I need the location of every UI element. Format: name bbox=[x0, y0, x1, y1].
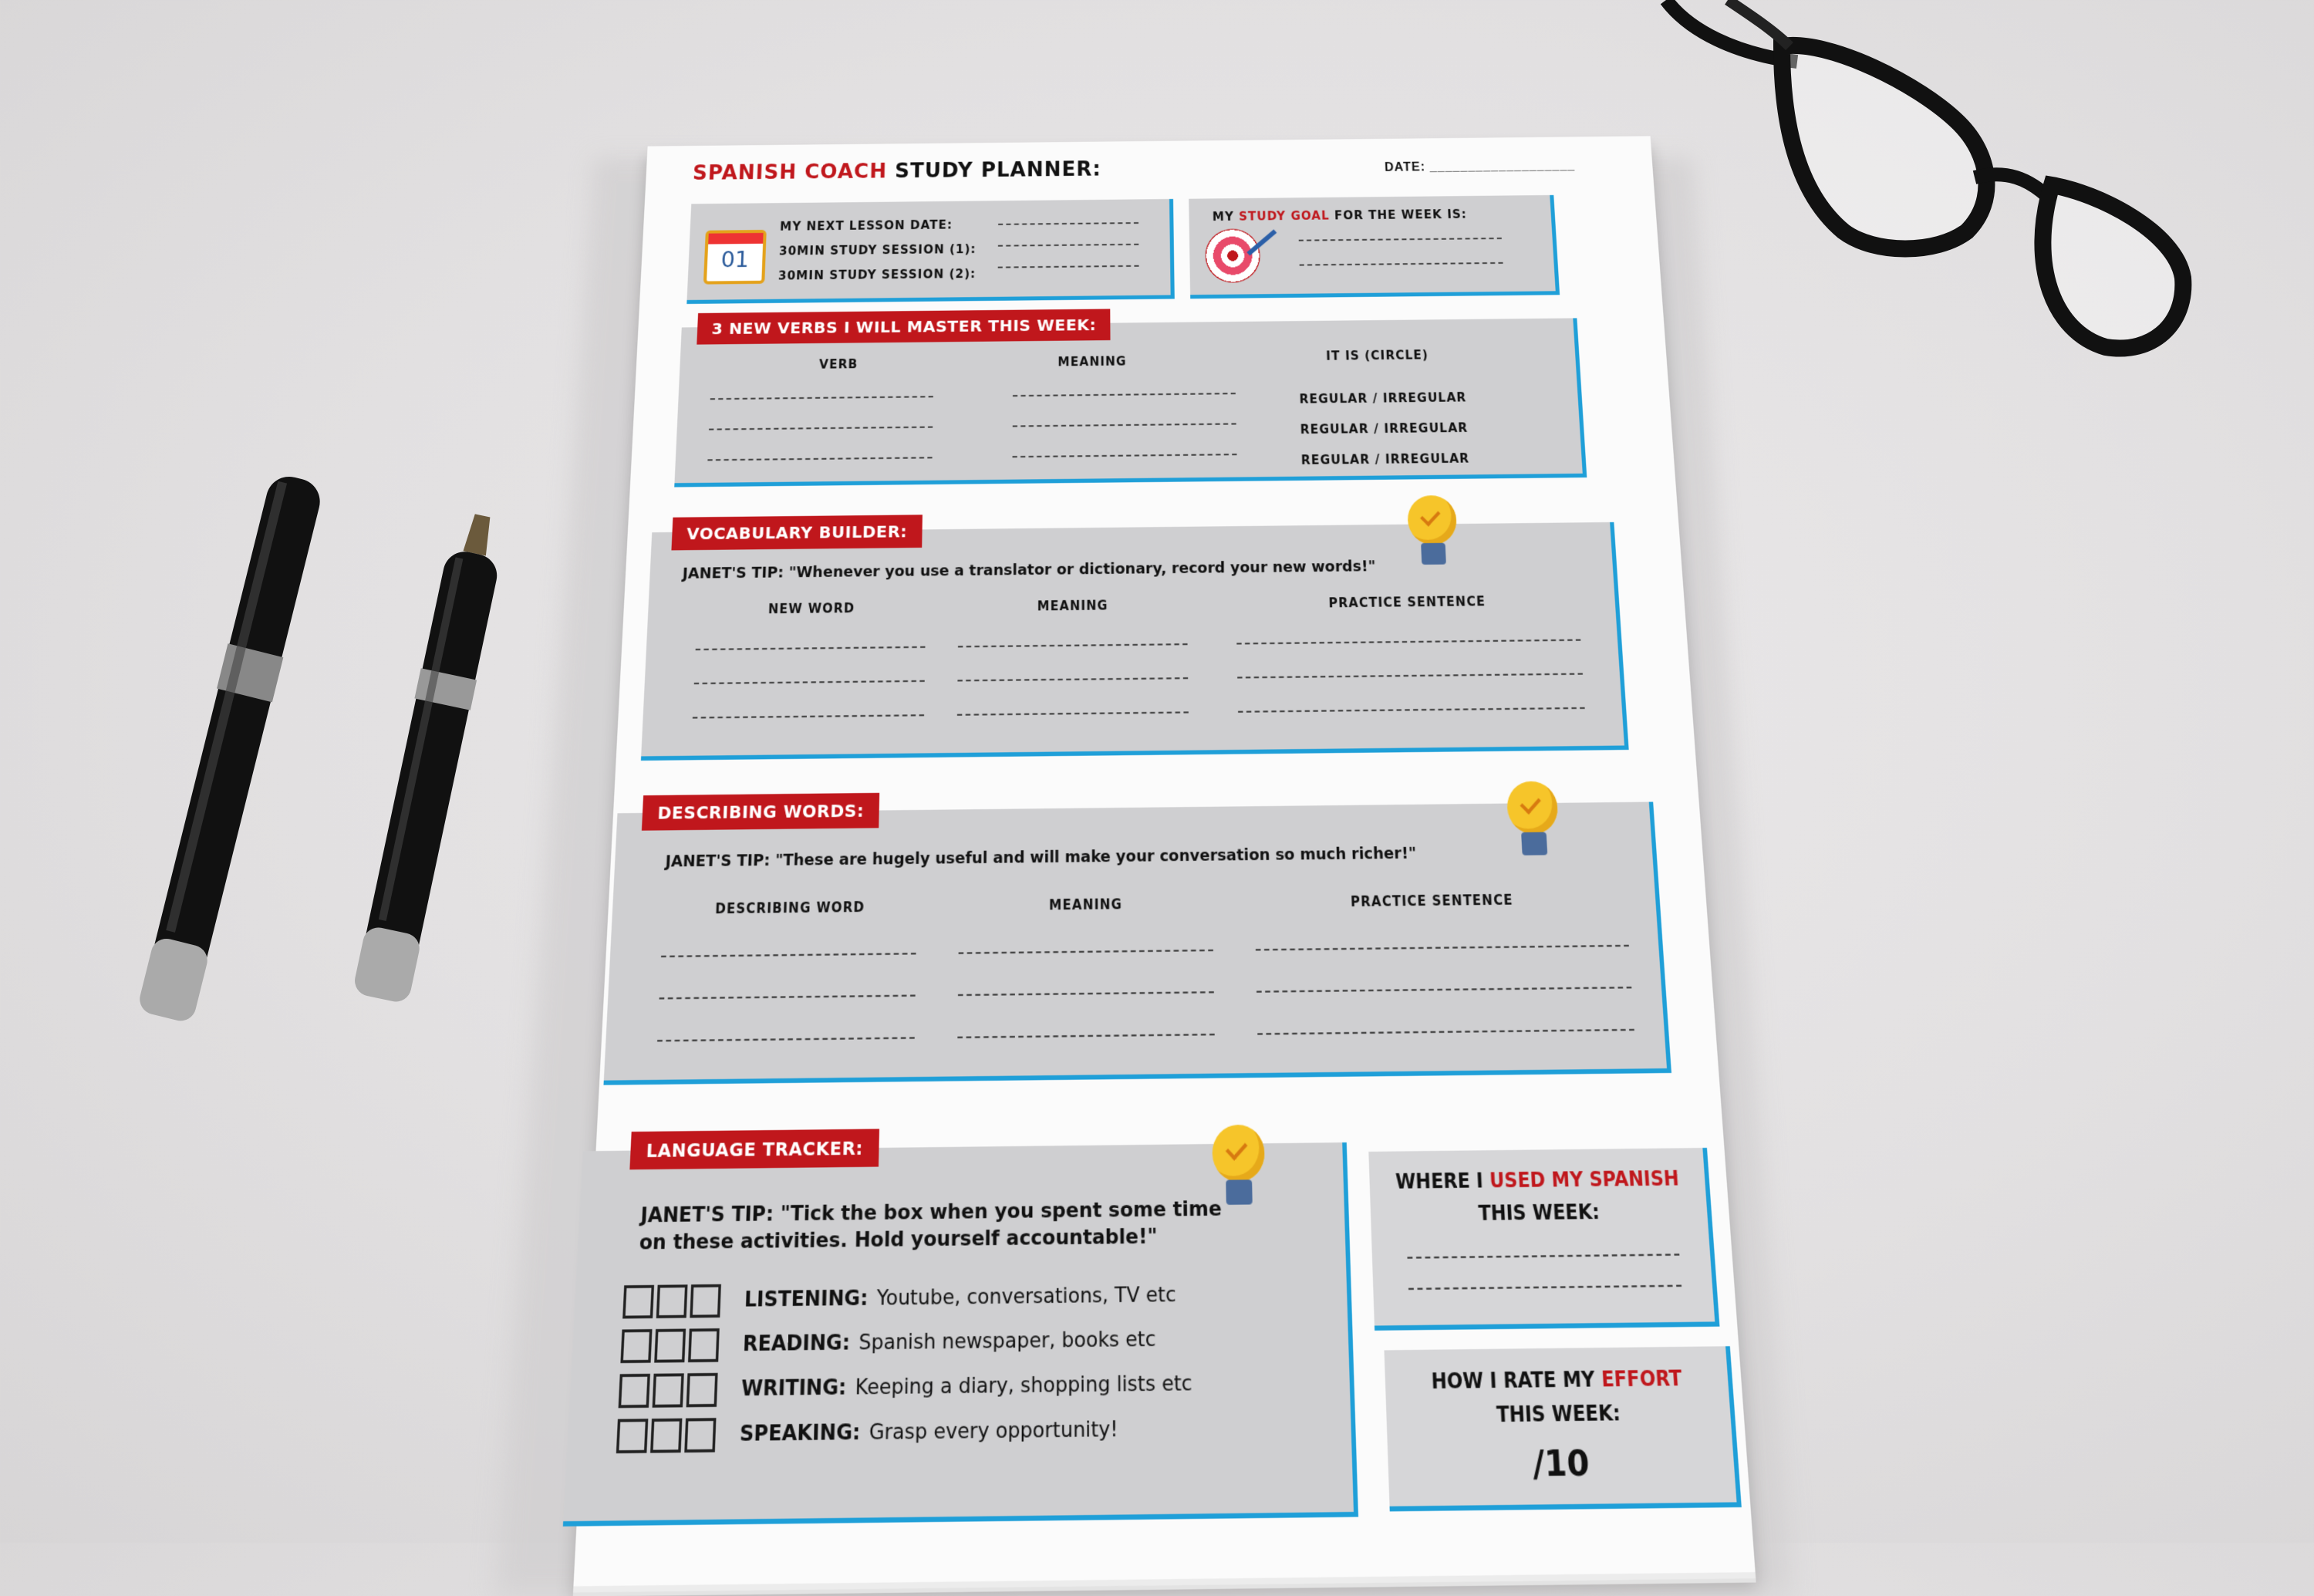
meaning-line[interactable] bbox=[958, 643, 1188, 647]
col-describing-word: DESCRIBING WORD bbox=[714, 899, 865, 917]
tracker-row-writing: WRITING: Keeping a diary, shopping lists etc bbox=[619, 1368, 1192, 1409]
describing-word-line[interactable] bbox=[659, 994, 916, 999]
title-text: STUDY PLANNER: bbox=[894, 158, 1101, 184]
describing-word-line[interactable] bbox=[657, 1037, 915, 1041]
col-meaning: MEANING bbox=[1037, 598, 1108, 614]
describing-tip: JANET'S TIP: "These are hugely useful and will make your conversation so much richer!" bbox=[665, 844, 1417, 872]
sentence-line[interactable] bbox=[1236, 639, 1580, 645]
describing-word-line[interactable] bbox=[661, 953, 916, 957]
meaning-line[interactable] bbox=[1013, 393, 1236, 396]
verb-line[interactable] bbox=[707, 457, 932, 461]
col-practice-sentence: PRACTICE SENTENCE bbox=[1328, 593, 1486, 611]
new-word-line[interactable] bbox=[693, 714, 924, 718]
tick-box[interactable] bbox=[690, 1284, 721, 1318]
lesson-box bbox=[686, 199, 1174, 304]
regular-irregular-option[interactable]: REGULAR / IRREGULAR bbox=[1300, 450, 1470, 468]
meaning-line[interactable] bbox=[957, 677, 1188, 681]
effort-score[interactable]: /10 bbox=[1531, 1442, 1591, 1486]
vocab-box bbox=[641, 522, 1629, 761]
next-lesson-line[interactable] bbox=[998, 222, 1138, 225]
tick-box[interactable] bbox=[684, 1418, 716, 1453]
regular-irregular-option[interactable]: REGULAR / IRREGULAR bbox=[1300, 420, 1469, 437]
describing-box bbox=[603, 802, 1671, 1085]
sentence-line[interactable] bbox=[1257, 987, 1631, 993]
tick-box[interactable] bbox=[622, 1285, 654, 1319]
tick-box[interactable] bbox=[686, 1373, 718, 1407]
sentence-line[interactable] bbox=[1237, 673, 1583, 678]
regular-irregular-option[interactable]: REGULAR / IRREGULAR bbox=[1299, 390, 1467, 407]
used-spanish-label: WHERE I USED MY SPANISH THIS WEEK: bbox=[1395, 1167, 1680, 1226]
verb-line[interactable] bbox=[710, 396, 933, 400]
used-spanish-line[interactable] bbox=[1408, 1285, 1682, 1291]
tick-box[interactable] bbox=[656, 1284, 688, 1318]
sentence-line[interactable] bbox=[1257, 1029, 1634, 1035]
planner-title bbox=[692, 158, 1101, 185]
tracker-row-listening: LISTENING: Youtube, conversations, TV etc bbox=[622, 1279, 1176, 1318]
session2-label: 30MIN STUDY SESSION (2): bbox=[778, 266, 977, 283]
session1-line[interactable] bbox=[998, 244, 1138, 247]
meaning-line[interactable] bbox=[959, 950, 1213, 954]
tick-box[interactable] bbox=[619, 1374, 650, 1408]
used-spanish-box bbox=[1368, 1148, 1719, 1331]
session1-label: 30MIN STUDY SESSION (1): bbox=[778, 241, 977, 258]
meaning-line[interactable] bbox=[1013, 454, 1237, 457]
tracker-box bbox=[563, 1136, 1358, 1527]
meaning-line[interactable] bbox=[957, 1034, 1214, 1038]
tracker-tag: LANGUAGE TRACKER: bbox=[629, 1129, 879, 1169]
goal-line-2[interactable] bbox=[1300, 262, 1503, 266]
col-meaning: MEANING bbox=[1057, 354, 1127, 369]
describing-tag: DESCRIBING WORDS: bbox=[642, 793, 879, 831]
tick-box[interactable] bbox=[654, 1329, 686, 1363]
verbs-box bbox=[674, 315, 1587, 487]
vocab-tag: VOCABULARY BUILDER: bbox=[671, 515, 922, 550]
glasses bbox=[1643, 0, 2198, 363]
col-practice-sentence: PRACTICE SENTENCE bbox=[1350, 892, 1514, 910]
used-spanish-line[interactable] bbox=[1407, 1254, 1679, 1259]
verb-line[interactable] bbox=[709, 427, 933, 430]
effort-label: HOW I RATE MY EFFORT THIS WEEK: bbox=[1430, 1366, 1683, 1427]
col-meaning: MEANING bbox=[1049, 896, 1123, 914]
goal-box bbox=[1189, 195, 1560, 299]
sentence-line[interactable] bbox=[1238, 707, 1585, 713]
goal-label: MY STUDY GOAL FOR THE WEEK IS: bbox=[1212, 207, 1468, 224]
tracker-tip: JANET'S TIP: "Tick the box when you spent some time on these activities. Hold yourself accountable!" bbox=[639, 1197, 1223, 1255]
vocab-tip: JANET'S TIP: "Whenever you use a translator or dictionary, record your new words!" bbox=[682, 557, 1376, 583]
meaning-line[interactable] bbox=[957, 711, 1189, 715]
fountain-pen bbox=[324, 501, 525, 1041]
session2-line[interactable] bbox=[998, 265, 1139, 268]
col-verb: VERB bbox=[818, 356, 858, 372]
lightbulb-icon bbox=[1403, 495, 1463, 570]
date-field[interactable]: DATE: ___________________ bbox=[1384, 159, 1576, 174]
tracker-row-speaking: SPEAKING: Grasp every opportunity! bbox=[616, 1413, 1118, 1453]
meaning-line[interactable] bbox=[1013, 423, 1236, 427]
next-lesson-label: MY NEXT LESSON DATE: bbox=[779, 218, 953, 234]
new-word-line[interactable] bbox=[694, 680, 925, 684]
tick-box[interactable] bbox=[688, 1328, 720, 1362]
goal-line-1[interactable] bbox=[1299, 238, 1502, 241]
tick-box[interactable] bbox=[650, 1419, 682, 1453]
tracker-row-reading: READING: Spanish newspaper, books etc bbox=[620, 1323, 1155, 1363]
meaning-line[interactable] bbox=[958, 991, 1214, 996]
tick-box[interactable] bbox=[616, 1419, 649, 1453]
title-brand: SPANISH COACH bbox=[692, 160, 888, 185]
effort-box bbox=[1385, 1346, 1742, 1511]
pen bbox=[116, 455, 347, 1072]
sentence-line[interactable] bbox=[1256, 945, 1629, 951]
tick-box[interactable] bbox=[620, 1329, 652, 1363]
target-icon bbox=[1205, 228, 1260, 283]
new-word-line[interactable] bbox=[696, 646, 926, 650]
col-circle: IT IS (CIRCLE) bbox=[1325, 348, 1429, 363]
verbs-tag: 3 NEW VERBS I WILL MASTER THIS WEEK: bbox=[697, 309, 1111, 344]
col-new-word: NEW WORD bbox=[767, 600, 855, 617]
study-planner-sheet bbox=[573, 136, 1755, 1586]
calendar-icon: 01 bbox=[703, 230, 767, 285]
tick-box[interactable] bbox=[653, 1373, 684, 1407]
lightbulb-icon bbox=[1502, 781, 1564, 861]
